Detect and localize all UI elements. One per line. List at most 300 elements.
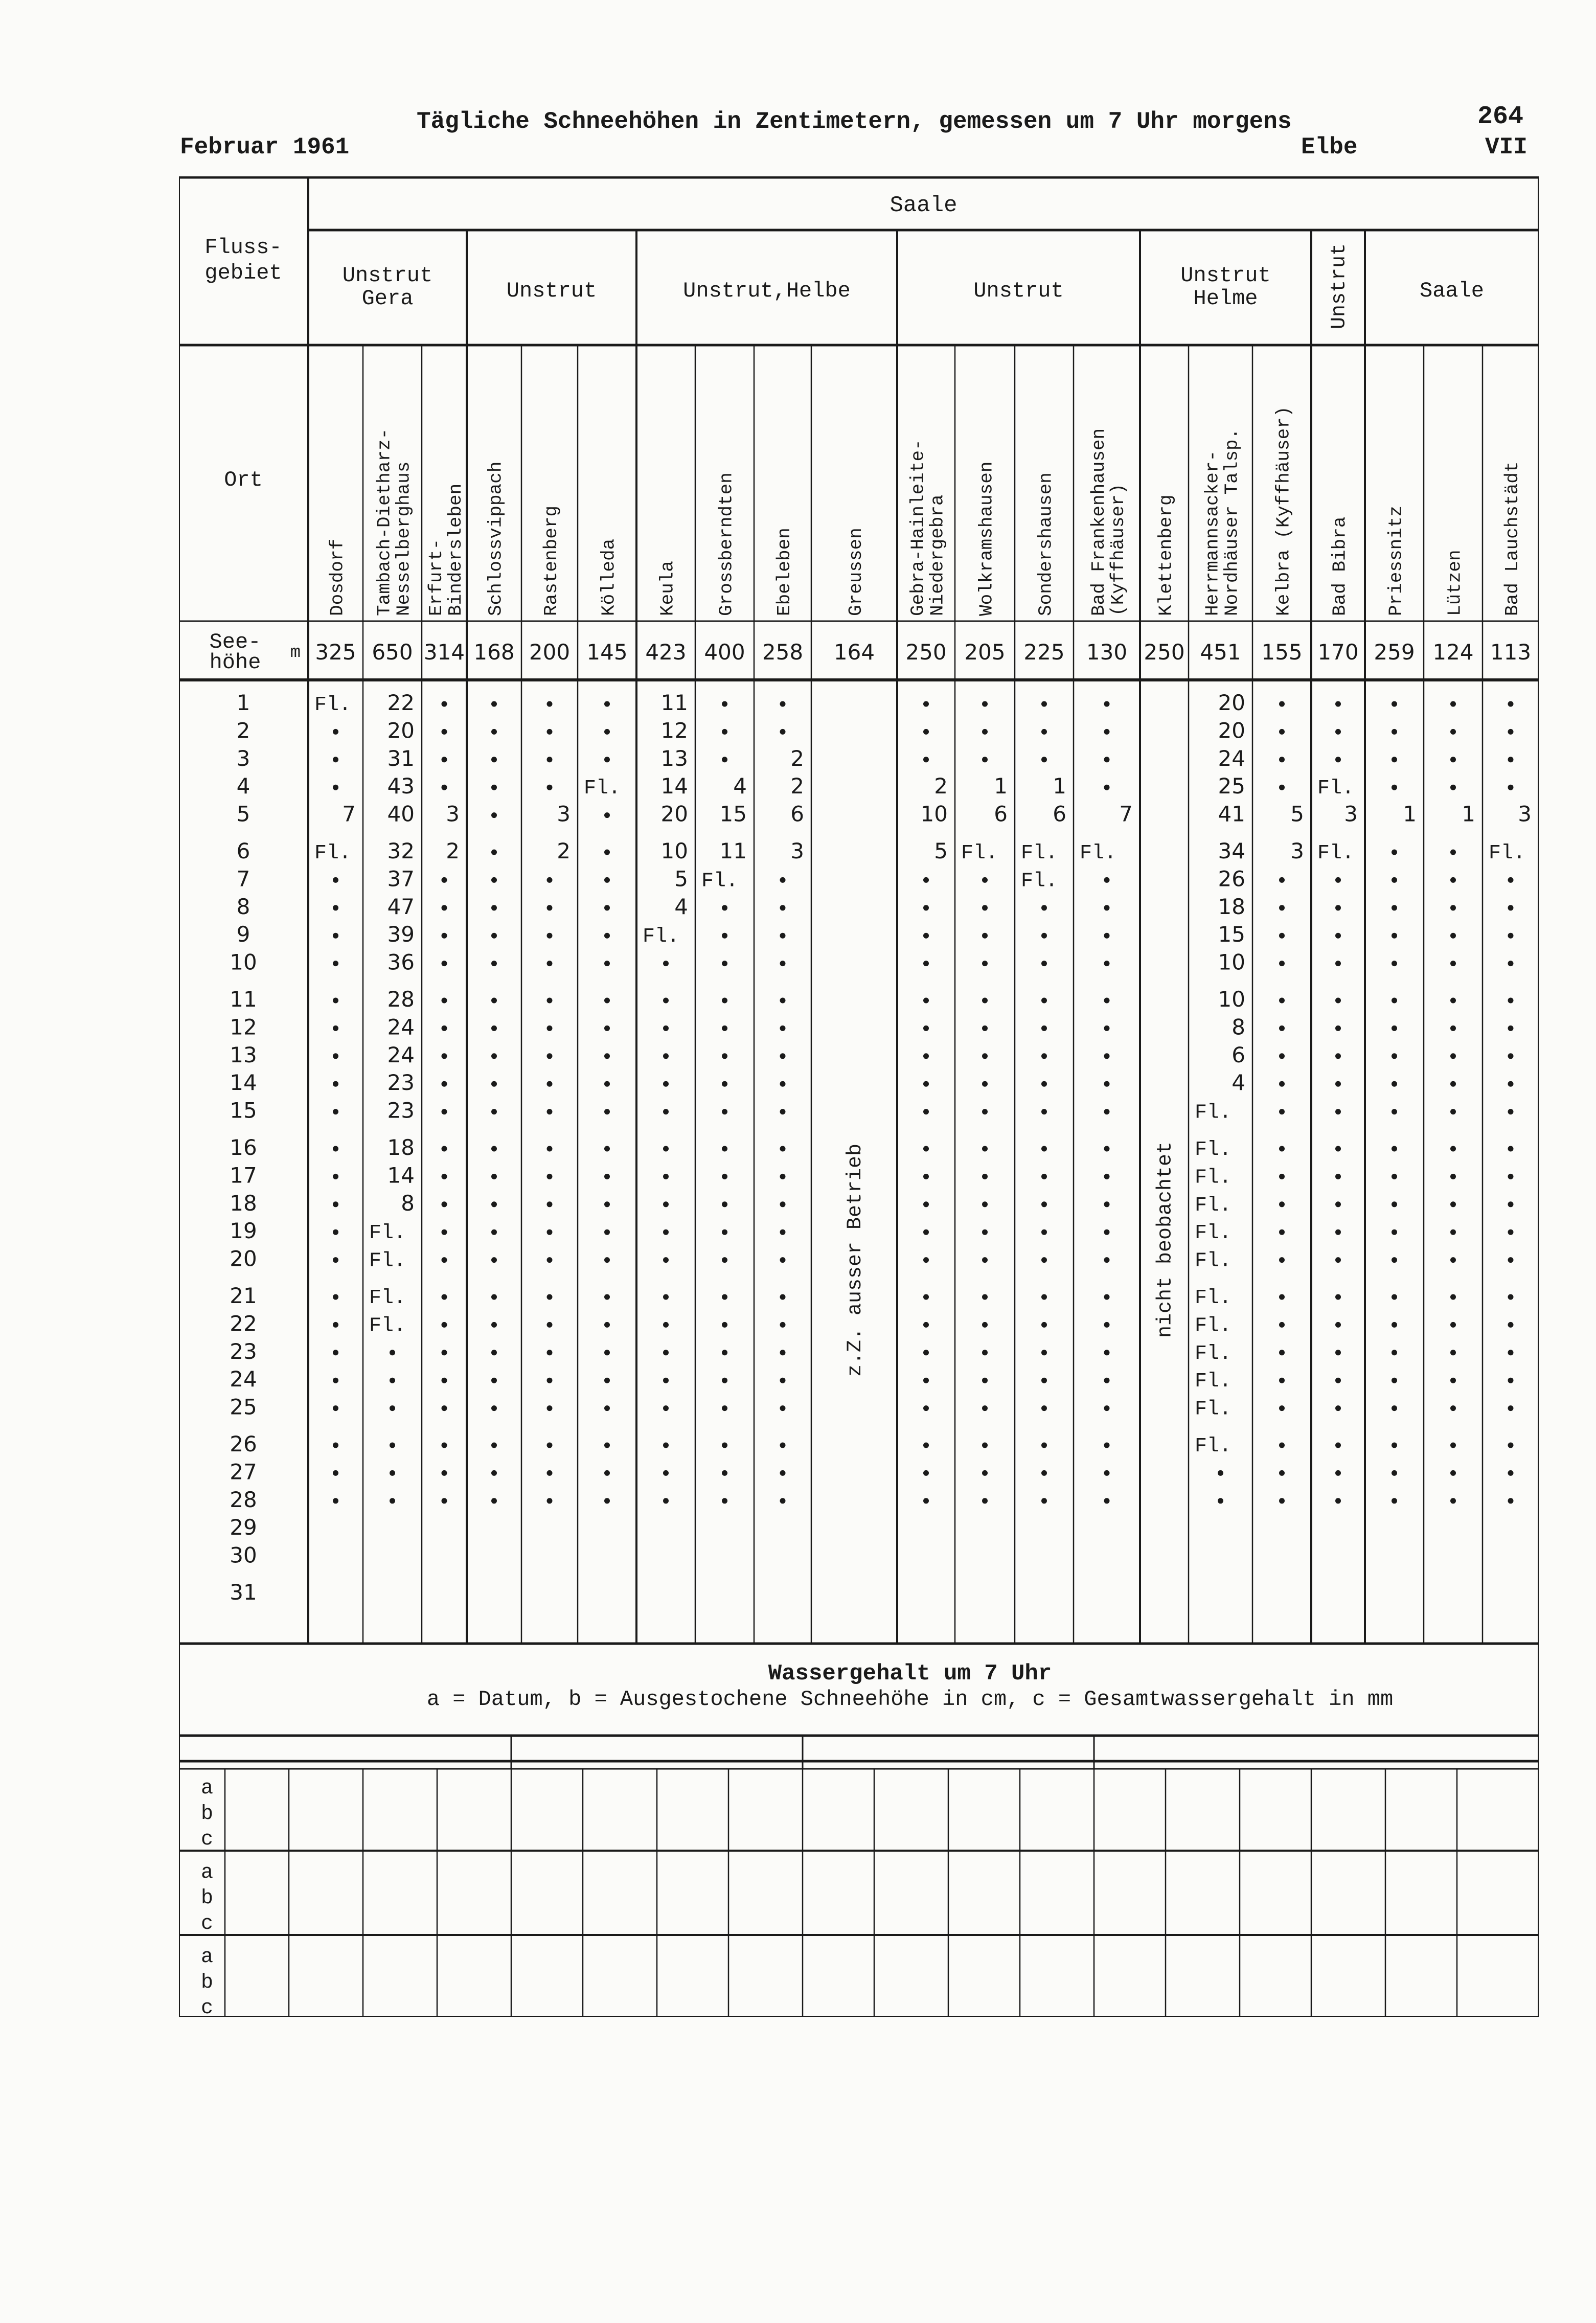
patchy-snow-mark: Fl.: [1489, 842, 1526, 865]
no-snow-dot: [390, 1350, 395, 1355]
no-snow-dot: [1508, 1322, 1514, 1328]
no-snow-dot: [1335, 1350, 1341, 1355]
no-snow-dot: [1335, 1201, 1341, 1207]
no-snow-dot: [1508, 961, 1514, 966]
no-snow-dot: [547, 961, 553, 966]
no-snow-dot: [1392, 701, 1397, 707]
no-snow-dot: [722, 757, 727, 762]
no-snow-dot: [923, 1229, 929, 1235]
no-snow-dot: [333, 1053, 338, 1059]
no-snow-dot: [604, 877, 610, 883]
group-label: Saale: [1419, 279, 1485, 303]
no-snow-dot: [1392, 1322, 1397, 1328]
no-snow-dot: [491, 1443, 497, 1448]
no-snow-dot: [1279, 785, 1285, 790]
no-snow-dot: [1450, 1350, 1456, 1355]
snow-depth-value: 40: [387, 801, 415, 827]
no-snow-dot: [722, 1146, 727, 1152]
no-snow-dot: [1279, 729, 1285, 735]
snow-depth-value: 6: [1232, 1042, 1245, 1067]
no-snow-dot: [1104, 1081, 1110, 1087]
no-snow-dot: [1392, 1026, 1397, 1031]
no-snow-dot: [1041, 1350, 1047, 1355]
snow-depth-value: 13: [660, 745, 688, 771]
no-snow-dot: [547, 701, 553, 707]
no-snow-dot: [491, 1350, 497, 1355]
no-snow-dot: [923, 905, 929, 910]
day-number: 14: [230, 1070, 257, 1096]
station-elevation: 250: [905, 640, 947, 665]
snow-depth-value: 43: [387, 773, 415, 799]
station-name: Ebeleben: [774, 528, 795, 616]
river-basin-label: gebiet: [204, 261, 282, 285]
no-snow-dot: [1041, 1109, 1047, 1114]
station-name: Dosdorf: [327, 538, 348, 616]
no-snow-dot: [1335, 1498, 1341, 1504]
patchy-snow-mark: Fl.: [1195, 1101, 1232, 1125]
patchy-snow-mark: Fl.: [314, 842, 352, 865]
no-snow-dot: [1335, 1405, 1341, 1411]
no-snow-dot: [604, 1053, 610, 1059]
no-snow-dot: [722, 1294, 727, 1300]
no-snow-dot: [1104, 1322, 1110, 1328]
no-snow-dot: [1041, 1026, 1047, 1031]
no-snow-dot: [1335, 757, 1341, 762]
station-name: Schlossvippach: [485, 461, 507, 616]
no-snow-dot: [604, 933, 610, 939]
no-snow-dot: [780, 905, 786, 910]
no-snow-dot: [491, 1470, 497, 1476]
no-snow-dot: [780, 877, 786, 883]
station-name: Nesselberghaus: [393, 461, 415, 616]
no-snow-dot: [1335, 933, 1341, 939]
snow-depth-value: 24: [387, 1014, 415, 1040]
no-snow-dot: [1508, 729, 1514, 735]
station-elevation: 423: [645, 640, 687, 665]
snow-depth-value: 24: [1218, 745, 1245, 771]
station-elevation: 168: [473, 640, 515, 665]
no-snow-dot: [333, 1443, 338, 1448]
no-snow-dot: [1450, 1174, 1456, 1179]
no-snow-dot: [604, 1201, 610, 1207]
water-row-label: c: [200, 1828, 214, 1851]
snow-depth-value: 6: [1053, 801, 1066, 827]
no-snow-dot: [722, 1470, 727, 1476]
no-snow-dot: [1279, 1229, 1285, 1235]
no-snow-dot: [1335, 1443, 1341, 1448]
no-snow-dot: [604, 1109, 610, 1114]
no-snow-dot: [722, 1229, 727, 1235]
group-label: Unstrut,Helbe: [683, 279, 851, 303]
snow-depth-value: 39: [387, 922, 415, 947]
no-snow-dot: [1041, 998, 1047, 1004]
no-snow-dot: [1508, 701, 1514, 707]
no-snow-dot: [390, 1378, 395, 1383]
greussen-note: z.Z. ausser Betrieb: [844, 1143, 867, 1377]
station-name: Erfurt-: [426, 538, 447, 616]
snow-depth-value: 5: [1290, 801, 1304, 827]
no-snow-dot: [390, 1498, 395, 1504]
water-row-label: b: [200, 1887, 214, 1910]
no-snow-dot: [547, 729, 553, 735]
station-name: Kelbra (Kyffhäuser): [1273, 406, 1294, 616]
no-snow-dot: [780, 701, 786, 707]
no-snow-dot: [604, 1257, 610, 1263]
station-name: Sondershausen: [1035, 472, 1057, 616]
no-snow-dot: [604, 905, 610, 910]
no-snow-dot: [722, 1201, 727, 1207]
no-snow-dot: [663, 1053, 669, 1059]
no-snow-dot: [604, 1443, 610, 1448]
no-snow-dot: [663, 1174, 669, 1179]
no-snow-dot: [1104, 701, 1110, 707]
no-snow-dot: [547, 1498, 553, 1504]
no-snow-dot: [722, 1053, 727, 1059]
no-snow-dot: [1041, 729, 1047, 735]
day-number: 28: [230, 1487, 257, 1512]
no-snow-dot: [663, 1109, 669, 1114]
snow-depth-value: 20: [1218, 718, 1245, 743]
no-snow-dot: [722, 961, 727, 966]
no-snow-dot: [982, 1201, 988, 1207]
water-row-label: b: [200, 1971, 214, 1994]
no-snow-dot: [663, 1257, 669, 1263]
day-number: 3: [236, 745, 250, 771]
no-snow-dot: [1041, 905, 1047, 910]
no-snow-dot: [547, 1322, 553, 1328]
no-snow-dot: [923, 1201, 929, 1207]
no-snow-dot: [722, 933, 727, 939]
no-snow-dot: [1508, 1470, 1514, 1476]
day-number: 13: [230, 1042, 257, 1067]
no-snow-dot: [1104, 1026, 1110, 1031]
no-snow-dot: [923, 1174, 929, 1179]
no-snow-dot: [1041, 1405, 1047, 1411]
no-snow-dot: [547, 998, 553, 1004]
month-label: Februar 1961: [180, 134, 350, 161]
no-snow-dot: [547, 1294, 553, 1300]
no-snow-dot: [1508, 1405, 1514, 1411]
patchy-snow-mark: Fl.: [1195, 1222, 1232, 1245]
no-snow-dot: [1508, 1498, 1514, 1504]
no-snow-dot: [442, 1443, 447, 1448]
station-name: Niedergebra: [927, 494, 948, 616]
no-snow-dot: [722, 1378, 727, 1383]
patchy-snow-mark: Fl.: [369, 1249, 406, 1273]
station-name: Nordhäuser Talsp.: [1221, 428, 1243, 616]
station-name: Priessnitz: [1385, 505, 1407, 616]
no-snow-dot: [1450, 1201, 1456, 1207]
no-snow-dot: [1104, 757, 1110, 762]
day-number: 25: [230, 1394, 257, 1420]
no-snow-dot: [982, 1109, 988, 1114]
no-snow-dot: [442, 905, 447, 910]
no-snow-dot: [1392, 785, 1397, 790]
station-elevation: 451: [1200, 640, 1241, 665]
snow-depth-value: 10: [920, 801, 948, 827]
no-snow-dot: [1279, 1109, 1285, 1114]
no-snow-dot: [722, 905, 727, 910]
snow-depth-value: 10: [1218, 987, 1245, 1012]
no-snow-dot: [333, 785, 338, 790]
day-number: 21: [230, 1283, 257, 1308]
no-snow-dot: [1392, 933, 1397, 939]
snow-depth-value: 24: [387, 1042, 415, 1067]
snow-depth-value: 41: [1218, 801, 1245, 827]
no-snow-dot: [1335, 1081, 1341, 1087]
no-snow-dot: [333, 1174, 338, 1179]
no-snow-dot: [780, 961, 786, 966]
no-snow-dot: [604, 1498, 610, 1504]
group-label-vertical: Unstrut: [1328, 243, 1351, 330]
no-snow-dot: [1104, 1053, 1110, 1059]
water-content-title: Wassergehalt um 7 Uhr: [768, 1661, 1052, 1687]
no-snow-dot: [1392, 1405, 1397, 1411]
no-snow-dot: [982, 1294, 988, 1300]
station-name: Bad Lauchstädt: [1502, 461, 1523, 616]
no-snow-dot: [1392, 1109, 1397, 1114]
no-snow-dot: [1041, 1201, 1047, 1207]
no-snow-dot: [780, 998, 786, 1004]
no-snow-dot: [1041, 1470, 1047, 1476]
no-snow-dot: [442, 729, 447, 735]
snow-depth-value: 5: [934, 838, 948, 863]
no-snow-dot: [547, 1081, 553, 1087]
day-number: 8: [236, 894, 250, 919]
no-snow-dot: [1450, 1229, 1456, 1235]
station-name: Tambach-Dietharz-: [374, 428, 395, 616]
no-snow-dot: [1279, 1053, 1285, 1059]
no-snow-dot: [923, 1053, 929, 1059]
no-snow-dot: [982, 998, 988, 1004]
no-snow-dot: [1104, 933, 1110, 939]
no-snow-dot: [1335, 877, 1341, 883]
no-snow-dot: [1104, 1294, 1110, 1300]
station-elevation: 258: [762, 640, 804, 665]
top-group-label: Saale: [890, 193, 957, 218]
patchy-snow-mark: Fl.: [1195, 1435, 1232, 1458]
no-snow-dot: [1508, 933, 1514, 939]
no-snow-dot: [982, 961, 988, 966]
no-snow-dot: [923, 1294, 929, 1300]
no-snow-dot: [1279, 1294, 1285, 1300]
station-name: Klettenberg: [1155, 494, 1177, 616]
snow-depth-value: 3: [557, 801, 571, 827]
no-snow-dot: [1508, 1201, 1514, 1207]
no-snow-dot: [491, 785, 497, 790]
patchy-snow-mark: Fl.: [369, 1222, 406, 1245]
no-snow-dot: [923, 1443, 929, 1448]
no-snow-dot: [923, 1405, 929, 1411]
snow-depth-value: 4: [674, 894, 688, 919]
no-snow-dot: [923, 729, 929, 735]
no-snow-dot: [1392, 1053, 1397, 1059]
patchy-snow-mark: Fl.: [1195, 1314, 1232, 1338]
no-snow-dot: [1450, 1378, 1456, 1383]
station-elevation: 124: [1432, 640, 1474, 665]
patchy-snow-mark: Fl.: [584, 777, 621, 801]
patchy-snow-mark: Fl.: [1195, 1342, 1232, 1365]
no-snow-dot: [722, 701, 727, 707]
no-snow-dot: [780, 1350, 786, 1355]
no-snow-dot: [333, 1081, 338, 1087]
no-snow-dot: [722, 1257, 727, 1263]
no-snow-dot: [663, 1405, 669, 1411]
snow-depth-value: 10: [1218, 949, 1245, 975]
snow-depth-value: 3: [1344, 801, 1358, 827]
no-snow-dot: [491, 1201, 497, 1207]
snow-depth-value: 14: [660, 773, 688, 799]
station-name: Kölleda: [598, 538, 620, 616]
no-snow-dot: [1104, 1109, 1110, 1114]
no-snow-dot: [442, 1378, 447, 1383]
no-snow-dot: [780, 1378, 786, 1383]
no-snow-dot: [1104, 998, 1110, 1004]
no-snow-dot: [1279, 1350, 1285, 1355]
no-snow-dot: [1335, 1257, 1341, 1263]
no-snow-dot: [491, 850, 497, 855]
no-snow-dot: [982, 1229, 988, 1235]
no-snow-dot: [491, 1146, 497, 1152]
no-snow-dot: [1104, 1405, 1110, 1411]
elevation-label: höhe: [209, 650, 261, 675]
no-snow-dot: [1104, 785, 1110, 790]
no-snow-dot: [1450, 729, 1456, 735]
snow-depth-value: 37: [387, 866, 415, 892]
group-label: Unstrut: [1180, 263, 1271, 288]
day-number: 5: [236, 801, 250, 827]
no-snow-dot: [780, 1294, 786, 1300]
snow-depth-value: 20: [387, 718, 415, 743]
patchy-snow-mark: Fl.: [1080, 842, 1117, 865]
no-snow-dot: [982, 701, 988, 707]
day-number: 17: [230, 1163, 257, 1188]
day-number: 31: [230, 1580, 257, 1605]
no-snow-dot: [1335, 1174, 1341, 1179]
no-snow-dot: [604, 729, 610, 735]
no-snow-dot: [333, 1378, 338, 1383]
no-snow-dot: [442, 1081, 447, 1087]
station-elevation: 155: [1261, 640, 1303, 665]
snow-depth-value: 5: [674, 866, 688, 892]
station-name: Grossberndten: [716, 472, 737, 616]
snow-depth-value: 11: [719, 838, 747, 863]
no-snow-dot: [780, 1026, 786, 1031]
no-snow-dot: [442, 1350, 447, 1355]
no-snow-dot: [1104, 1201, 1110, 1207]
no-snow-dot: [1508, 785, 1514, 790]
snow-depth-value: 15: [719, 801, 747, 827]
no-snow-dot: [333, 877, 338, 883]
no-snow-dot: [982, 729, 988, 735]
no-snow-dot: [1041, 1229, 1047, 1235]
no-snow-dot: [1335, 961, 1341, 966]
no-snow-dot: [604, 1350, 610, 1355]
no-snow-dot: [1450, 1405, 1456, 1411]
station-elevation: 250: [1144, 640, 1185, 665]
station-name: Bad Frankenhausen: [1088, 428, 1109, 616]
no-snow-dot: [333, 729, 338, 735]
day-number: 15: [230, 1098, 257, 1123]
station-elevation: 259: [1374, 640, 1415, 665]
day-number: 16: [230, 1135, 257, 1160]
no-snow-dot: [442, 701, 447, 707]
no-snow-dot: [547, 1229, 553, 1235]
no-snow-dot: [923, 1470, 929, 1476]
no-snow-dot: [1392, 1257, 1397, 1263]
no-snow-dot: [547, 1201, 553, 1207]
no-snow-dot: [780, 1053, 786, 1059]
no-snow-dot: [1450, 1146, 1456, 1152]
water-content-legend: a = Datum, b = Ausgestochene Schneehöhe in cm, c = Gesamtwassergehalt in mm: [426, 1687, 1394, 1712]
station-elevation: 400: [704, 640, 745, 665]
no-snow-dot: [1392, 1081, 1397, 1087]
patchy-snow-mark: Fl.: [1195, 1194, 1232, 1217]
snow-depth-value: 25: [1218, 773, 1245, 799]
no-snow-dot: [1104, 961, 1110, 966]
station-elevation: 145: [586, 640, 628, 665]
no-snow-dot: [982, 1443, 988, 1448]
group-label: Unstrut: [506, 279, 597, 303]
no-snow-dot: [1450, 701, 1456, 707]
no-snow-dot: [1335, 1146, 1341, 1152]
no-snow-dot: [1335, 1322, 1341, 1328]
no-snow-dot: [1392, 1294, 1397, 1300]
no-snow-dot: [1279, 1257, 1285, 1263]
no-snow-dot: [442, 1322, 447, 1328]
water-row-label: a: [200, 1861, 214, 1884]
no-snow-dot: [604, 701, 610, 707]
no-snow-dot: [547, 1146, 553, 1152]
snow-depth-value: 2: [446, 838, 460, 863]
no-snow-dot: [604, 1174, 610, 1179]
no-snow-dot: [1335, 905, 1341, 910]
no-snow-dot: [442, 1405, 447, 1411]
no-snow-dot: [1508, 1081, 1514, 1087]
no-snow-dot: [333, 905, 338, 910]
no-snow-dot: [333, 757, 338, 762]
patchy-snow-mark: Fl.: [1195, 1249, 1232, 1273]
no-snow-dot: [547, 1109, 553, 1114]
patchy-snow-mark: Fl.: [961, 842, 998, 865]
snow-depth-value: 10: [660, 838, 688, 863]
no-snow-dot: [923, 1350, 929, 1355]
no-snow-dot: [982, 1350, 988, 1355]
no-snow-dot: [1508, 1109, 1514, 1114]
snow-depth-value: 36: [387, 949, 415, 975]
no-snow-dot: [923, 757, 929, 762]
no-snow-dot: [1392, 1498, 1397, 1504]
no-snow-dot: [1508, 905, 1514, 910]
station-elevation: 650: [372, 640, 413, 665]
no-snow-dot: [1104, 729, 1110, 735]
no-snow-dot: [923, 1257, 929, 1263]
no-snow-dot: [604, 1470, 610, 1476]
no-snow-dot: [333, 1322, 338, 1328]
no-snow-dot: [1450, 850, 1456, 855]
no-snow-dot: [1450, 1322, 1456, 1328]
patchy-snow-mark: Fl.: [643, 925, 680, 949]
no-snow-dot: [982, 1470, 988, 1476]
station-name: Lützen: [1444, 550, 1466, 616]
day-number: 7: [236, 866, 250, 892]
no-snow-dot: [333, 933, 338, 939]
no-snow-dot: [442, 933, 447, 939]
group-label: Unstrut: [342, 263, 433, 288]
no-snow-dot: [1450, 1257, 1456, 1263]
station-elevation: 225: [1023, 640, 1065, 665]
no-snow-dot: [604, 1026, 610, 1031]
